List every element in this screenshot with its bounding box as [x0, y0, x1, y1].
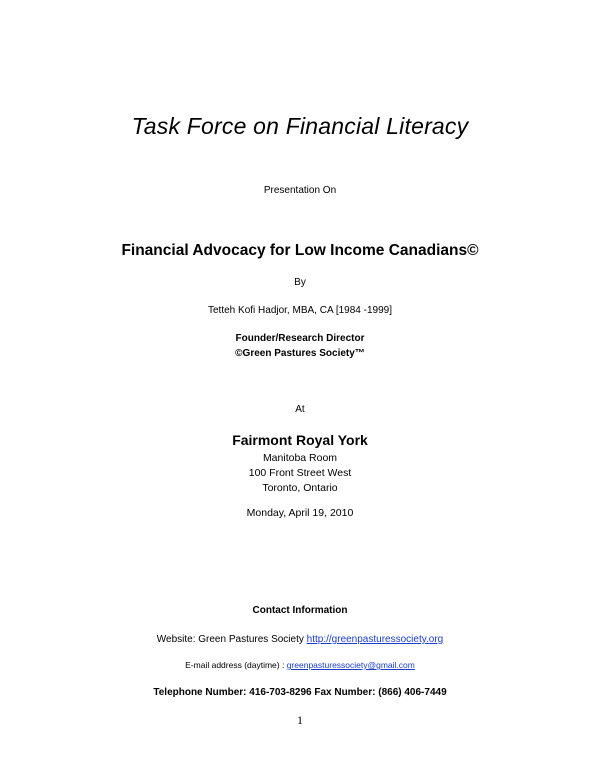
website-line: [0, 634, 600, 645]
author-name: Tetteh Kofi Hadjor, MBA, CA [1984 -1999]: [208, 305, 392, 316]
website-link[interactable]: http://greenpasturessociety.org: [306, 634, 444, 645]
presentation-subtitle: Financial Advocacy for Low Income Canadians©: [121, 242, 479, 259]
document-title: Task Force on Financial Literacy: [131, 113, 469, 139]
organization-name: ©Green Pastures Society™: [235, 348, 365, 359]
by-label: By: [294, 277, 306, 288]
venue-name: Fairmont Royal York: [232, 432, 368, 448]
at-label: At: [295, 404, 305, 415]
venue-room: Manitoba Room: [262, 452, 338, 464]
venue-city: Toronto, Ontario: [262, 482, 338, 494]
venue-street: 100 Front Street West: [248, 467, 352, 479]
page-number: 1: [297, 713, 303, 727]
contact-heading: Contact Information: [252, 605, 348, 616]
presentation-date: Monday, April 19, 2010: [246, 507, 354, 519]
email-prefix: E-mail address (daytime) :: [185, 660, 287, 670]
email-link[interactable]: greenpasturessociety@gmail.com: [286, 660, 415, 670]
author-role: Founder/Research Director: [235, 333, 365, 344]
presentation-on-label: Presentation On: [263, 185, 337, 196]
website-prefix: Website: Green Pastures Society: [156, 634, 307, 645]
telephone-line: Telephone Number: 416-703-8296 Fax Number: (866) 406-7449: [153, 687, 447, 698]
email-line: [0, 660, 600, 670]
